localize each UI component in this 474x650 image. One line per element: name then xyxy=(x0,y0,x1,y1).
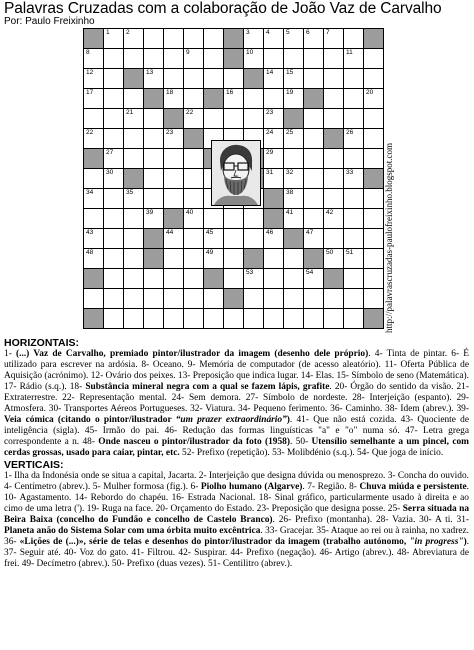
clue-number: 23 xyxy=(166,129,174,136)
grid-cell[interactable] xyxy=(243,228,264,249)
black-square xyxy=(263,188,284,209)
grid-cell[interactable] xyxy=(323,248,344,269)
grid-cell[interactable] xyxy=(103,128,124,149)
grid-cell[interactable] xyxy=(103,248,124,269)
grid-cell[interactable] xyxy=(243,268,264,289)
grid-cell[interactable] xyxy=(283,28,304,49)
black-square xyxy=(323,268,344,289)
horizontal-heading: HORIZONTAIS: xyxy=(4,337,80,349)
clue-number: 40 xyxy=(186,209,194,216)
clue-number: 21 xyxy=(126,109,134,116)
grid-cell[interactable] xyxy=(83,288,104,309)
grid-cell[interactable] xyxy=(83,208,104,229)
grid-cell[interactable] xyxy=(363,48,384,69)
grid-cell[interactable] xyxy=(183,308,204,329)
grid-cell[interactable] xyxy=(183,68,204,89)
grid-cell[interactable] xyxy=(243,308,264,329)
clue-number: 30 xyxy=(106,169,114,176)
black-square xyxy=(143,248,164,269)
grid-cell[interactable] xyxy=(303,208,324,229)
grid-cell[interactable] xyxy=(83,128,104,149)
grid-cell[interactable] xyxy=(123,108,144,129)
clue-number: 41 xyxy=(286,209,294,216)
grid-cell[interactable] xyxy=(143,288,164,309)
grid-cell[interactable] xyxy=(303,128,324,149)
grid-cell[interactable] xyxy=(83,48,104,69)
grid-cell[interactable] xyxy=(163,48,184,69)
grid-cell[interactable] xyxy=(203,108,224,129)
grid-cell[interactable] xyxy=(143,168,164,189)
grid-cell[interactable] xyxy=(123,28,144,49)
grid-cell[interactable] xyxy=(343,48,364,69)
clue-number: 42 xyxy=(326,209,334,216)
grid-cell[interactable] xyxy=(223,228,244,249)
grid-cell[interactable] xyxy=(343,88,364,109)
clue-number: 51 xyxy=(346,249,354,256)
grid-cell[interactable] xyxy=(243,88,264,109)
grid-cell[interactable] xyxy=(103,188,124,209)
grid-cell[interactable] xyxy=(143,268,164,289)
black-square xyxy=(83,28,104,49)
grid-cell[interactable] xyxy=(83,168,104,189)
clue-number: 17 xyxy=(86,89,94,96)
black-square xyxy=(223,288,244,309)
grid-cell[interactable] xyxy=(123,308,144,329)
grid-cell[interactable] xyxy=(183,148,204,169)
grid-cell[interactable] xyxy=(163,148,184,169)
grid-cell[interactable] xyxy=(343,168,364,189)
black-square xyxy=(203,268,224,289)
clue-number: 43 xyxy=(86,229,94,236)
grid-cell[interactable] xyxy=(343,248,364,269)
clue-number: 14 xyxy=(266,69,274,76)
grid-cell[interactable] xyxy=(323,308,344,329)
grid-cell[interactable] xyxy=(263,88,284,109)
black-square xyxy=(123,68,144,89)
grid-cell[interactable] xyxy=(203,248,224,269)
grid-cell[interactable] xyxy=(103,148,124,169)
grid-cell[interactable] xyxy=(103,68,124,89)
grid-cell[interactable] xyxy=(303,148,324,169)
grid-cell[interactable] xyxy=(283,288,304,309)
clue-number: 18 xyxy=(166,89,174,96)
grid-cell[interactable] xyxy=(343,308,364,329)
grid-cell[interactable] xyxy=(263,248,284,269)
grid-cell[interactable] xyxy=(163,188,184,209)
grid-cell[interactable] xyxy=(303,68,324,89)
grid-cell[interactable] xyxy=(123,88,144,109)
clue-number: 1 xyxy=(106,29,110,36)
grid-cell[interactable] xyxy=(103,288,124,309)
clue-number: 25 xyxy=(286,129,294,136)
grid-cell[interactable] xyxy=(163,28,184,49)
grid-cell[interactable] xyxy=(323,108,344,129)
grid-cell[interactable] xyxy=(183,108,204,129)
black-square xyxy=(123,168,144,189)
grid-cell[interactable] xyxy=(283,48,304,69)
black-square xyxy=(223,48,244,69)
grid-cell[interactable] xyxy=(143,208,164,229)
black-square xyxy=(223,28,244,49)
black-square xyxy=(143,88,164,109)
clue-number: 3 xyxy=(246,29,250,36)
grid-cell[interactable] xyxy=(283,308,304,329)
clue-number: 9 xyxy=(186,49,190,56)
grid-cell[interactable] xyxy=(223,208,244,229)
grid-cell[interactable] xyxy=(203,48,224,69)
grid-cell[interactable] xyxy=(323,88,344,109)
grid-cell[interactable] xyxy=(103,228,124,249)
clue-number: 35 xyxy=(126,189,134,196)
clue-number: 53 xyxy=(246,269,254,276)
clue-number: 16 xyxy=(226,89,234,96)
grid-cell[interactable] xyxy=(223,248,244,269)
grid-cell[interactable] xyxy=(283,268,304,289)
grid-cell[interactable] xyxy=(183,188,204,209)
grid-cell[interactable] xyxy=(283,188,304,209)
blog-url-vertical: http://palavrascruzadas-paulofreixinho.blogspot.com xyxy=(384,143,394,333)
grid-cell[interactable] xyxy=(183,208,204,229)
grid-cell[interactable] xyxy=(263,228,284,249)
grid-cell[interactable] xyxy=(343,128,364,149)
clue-number: 38 xyxy=(286,189,294,196)
clue-number: 46 xyxy=(266,229,274,236)
grid-cell[interactable] xyxy=(143,68,164,89)
grid-cell[interactable] xyxy=(103,308,124,329)
clue-number: 44 xyxy=(166,229,174,236)
grid-cell[interactable] xyxy=(303,228,324,249)
grid-cell[interactable] xyxy=(123,128,144,149)
clue-number: 10 xyxy=(246,49,254,56)
grid-cell[interactable] xyxy=(183,168,204,189)
grid-cell[interactable] xyxy=(163,228,184,249)
grid-cell[interactable] xyxy=(143,128,164,149)
black-square xyxy=(143,228,164,249)
grid-cell[interactable] xyxy=(183,288,204,309)
clue-number: 49 xyxy=(206,249,214,256)
grid-cell[interactable] xyxy=(143,28,164,49)
grid-cell[interactable] xyxy=(243,108,264,129)
black-square xyxy=(163,208,184,229)
grid-cell[interactable] xyxy=(303,108,324,129)
grid-cell[interactable] xyxy=(223,108,244,129)
grid-cell[interactable] xyxy=(203,288,224,309)
black-square xyxy=(243,68,264,89)
vertical-heading: VERTICAIS: xyxy=(4,459,64,471)
grid-cell[interactable] xyxy=(223,308,244,329)
grid-cell[interactable] xyxy=(243,288,264,309)
clue-number: 50 xyxy=(326,249,334,256)
grid-cell[interactable] xyxy=(343,28,364,49)
grid-cell[interactable] xyxy=(123,288,144,309)
black-square xyxy=(83,148,104,169)
grid-cell[interactable] xyxy=(103,208,124,229)
grid-cell[interactable] xyxy=(183,88,204,109)
clue-number: 15 xyxy=(286,69,294,76)
clue-number: 32 xyxy=(286,169,294,176)
grid-cell[interactable] xyxy=(103,168,124,189)
grid-cell[interactable] xyxy=(263,48,284,69)
grid-cell[interactable] xyxy=(143,48,164,69)
grid-cell[interactable] xyxy=(103,48,124,69)
grid-cell[interactable] xyxy=(163,288,184,309)
clue-number: 39 xyxy=(146,209,154,216)
grid-cell[interactable] xyxy=(323,48,344,69)
grid-cell[interactable] xyxy=(123,268,144,289)
grid-cell[interactable] xyxy=(263,288,284,309)
clue-number: 12 xyxy=(86,69,94,76)
grid-cell[interactable] xyxy=(223,68,244,89)
clue-number: 26 xyxy=(346,129,354,136)
grid-cell[interactable] xyxy=(283,168,304,189)
grid-cell[interactable] xyxy=(143,188,164,209)
grid-cell[interactable] xyxy=(163,68,184,89)
grid-cell[interactable] xyxy=(263,28,284,49)
grid-cell[interactable] xyxy=(323,68,344,89)
grid-cell[interactable] xyxy=(143,308,164,329)
vertical-clues: 1- Ilha da Indonésia onde se situa a capital, Jacarta. 2- Interjeição que designa dúvida ou menosprezo. 3- Concha do ouvido. 4- Centímetro (abrev.). 5- Mulher formosa (fig.). 6- Piolho humano (Algarve). 7- Região. 8- Chuva miúda e persistente. 10- Agastamento. 14- Rebordo do chapéu. 16- Estrada Nacional. 18- Sinal gráfico, particularmente usado à direita e ao cimo de uma letra ('). 19- Ruga na face. 20- Orçamento do Estado. 23- Preposição que designa posse. 25- Serra situada na Beira Baixa (concelho do Fundão e concelho de Castelo Branco). 26- Prefixo (montanha). 28- Vazia. 30- A ti. 31- Planeta anão do Sistema Solar com uma órbita muito excêntrica. 33- Gracejar. 35- Ataque ao rei ou à rainha, no xadrez. 36- «Lições de (...)», série de telas e desenhos do pintor/ilustrador da imagem (trabalho autónomo, "in progress"). 37- Seguir até. 40- Voz do gato. 41- Filtrou. 42- Suspirar. 44- Prefixo (negação). 46- Artigo (abrev.). 48- Abreviatura de frei. 49- Decímetro (abrev.). 50- Prefixo (duas vezes). 51- Centilitro (abrev.). xyxy=(4,471,470,569)
black-square xyxy=(83,308,104,329)
grid-cell[interactable] xyxy=(323,28,344,49)
black-square xyxy=(203,88,224,109)
grid-cell[interactable] xyxy=(263,108,284,129)
black-square xyxy=(163,108,184,129)
grid-cell[interactable] xyxy=(123,208,144,229)
grid-cell[interactable] xyxy=(263,308,284,329)
author-credit: Por: Paulo Freixinho xyxy=(4,16,95,27)
grid-cell[interactable] xyxy=(303,168,324,189)
grid-cell[interactable] xyxy=(143,108,164,129)
grid-cell[interactable] xyxy=(163,248,184,269)
clue-number: 5 xyxy=(286,29,290,36)
grid-cell[interactable] xyxy=(343,228,364,249)
grid-cell[interactable] xyxy=(183,28,204,49)
grid-cell[interactable] xyxy=(303,28,324,49)
grid-cell[interactable] xyxy=(283,148,304,169)
grid-cell[interactable] xyxy=(123,248,144,269)
grid-cell[interactable] xyxy=(283,128,304,149)
grid-cell[interactable] xyxy=(163,168,184,189)
black-square xyxy=(83,268,104,289)
clue-number: 13 xyxy=(146,69,154,76)
grid-cell[interactable] xyxy=(343,288,364,309)
grid-cell[interactable] xyxy=(343,188,364,209)
grid-cell[interactable] xyxy=(303,268,324,289)
grid-cell[interactable] xyxy=(323,288,344,309)
grid-cell[interactable] xyxy=(203,308,224,329)
grid-cell[interactable] xyxy=(223,88,244,109)
grid-cell[interactable] xyxy=(323,228,344,249)
clue-number: 48 xyxy=(86,249,94,256)
clue-number: 11 xyxy=(346,49,353,56)
clue-number: 27 xyxy=(106,149,114,156)
grid-cell[interactable] xyxy=(303,48,324,69)
clue-number: 22 xyxy=(86,129,94,136)
grid-cell[interactable] xyxy=(283,68,304,89)
grid-cell[interactable] xyxy=(263,128,284,149)
grid-cell[interactable] xyxy=(163,308,184,329)
grid-cell[interactable] xyxy=(123,148,144,169)
black-square xyxy=(183,128,204,149)
grid-cell[interactable] xyxy=(263,268,284,289)
grid-cell[interactable] xyxy=(183,228,204,249)
grid-cell[interactable] xyxy=(283,248,304,269)
grid-cell[interactable] xyxy=(263,148,284,169)
grid-cell[interactable] xyxy=(243,48,264,69)
grid-cell[interactable] xyxy=(243,28,264,49)
grid-cell[interactable] xyxy=(143,148,164,169)
grid-cell[interactable] xyxy=(123,228,144,249)
clue-number: 22 xyxy=(186,109,194,116)
portrait-sketch xyxy=(211,140,261,206)
grid-cell[interactable] xyxy=(323,208,344,229)
black-square xyxy=(263,208,284,229)
page-title: Palavras Cruzadas com a colaboração de João Vaz de Carvalho xyxy=(4,0,442,17)
grid-cell[interactable] xyxy=(103,88,124,109)
black-square xyxy=(363,28,384,49)
clue-number: 31 xyxy=(266,169,274,176)
grid-cell[interactable] xyxy=(83,188,104,209)
grid-cell[interactable] xyxy=(203,28,224,49)
clue-number: 2 xyxy=(126,29,130,36)
grid-cell[interactable] xyxy=(343,268,364,289)
clue-number: 24 xyxy=(266,129,274,136)
portrait-drawing xyxy=(212,141,260,205)
grid-cell[interactable] xyxy=(83,228,104,249)
black-square xyxy=(283,228,304,249)
grid-cell[interactable] xyxy=(283,88,304,109)
horizontal-clues: 1- (...) Vaz de Carvalho, premiado pintor/ilustrador da imagem (desenho dele próprio). 4- Tinta de pintar. 6- É utilizado para escrever na ardósia. 8- Oceano. 9- Memória de computador (de acesso aleatório). 11- Oferta Pública de Aquisição (acrónimo). 12- Ovário dos peixes. 13- Preposição que indica lugar. 14- Elas. 15- Símbolo de seno (Matemática). 17- Rádio (s.q.). 18- Substância mineral negra com a qual se fazem lápis, grafite. 20- Órgão do sentido da visão. 21- Extraterrestre. 22- Representação mental. 24- Sem demora. 27- Símbolo de nordeste. 28- Interjeição (espanto). 29- Atmosfera. 30- Transportes Aéreos Portugueses. 32- Viatura. 34- Pequeno ferimento. 36- Caminho. 38- Idem (abrev.). 39- Veia cómica (citando o pintor/ilustrador “um prazer extraordinário”). 41- Que não está cozida. 43- Quociente de inteligência (sigla). 45- Irmão do pai. 46- Redução das formas linguísticas "a" e "o" numa só. 47- Letra grega correspondente a n. 48- Onde nasceu o pintor/ilustrador da foto (1958). 50- Utensílio semelhante a um pincel, com cerdas grossas, usado para caiar, pintar, etc. 52- Prefixo (repetição). 53- Molibdénio (s.q.). 54- Que joga de início. xyxy=(4,349,470,458)
clue-number: 6 xyxy=(306,29,310,36)
clue-number: 20 xyxy=(366,89,374,96)
black-square xyxy=(283,108,304,129)
grid-cell[interactable] xyxy=(123,188,144,209)
black-square xyxy=(323,128,344,149)
grid-cell[interactable] xyxy=(203,68,224,89)
grid-cell[interactable] xyxy=(203,228,224,249)
grid-cell[interactable] xyxy=(323,148,344,169)
grid-cell[interactable] xyxy=(163,88,184,109)
clue-number: 33 xyxy=(346,169,354,176)
grid-cell[interactable] xyxy=(103,268,124,289)
grid-cell[interactable] xyxy=(183,48,204,69)
clue-number: 34 xyxy=(86,189,94,196)
grid-cell[interactable] xyxy=(343,208,364,229)
grid-cell[interactable] xyxy=(183,248,204,269)
grid-cell[interactable] xyxy=(103,28,124,49)
clue-number: 7 xyxy=(326,29,330,36)
grid-cell[interactable] xyxy=(83,68,104,89)
grid-cell[interactable] xyxy=(83,248,104,269)
grid-cell[interactable] xyxy=(343,68,364,89)
clue-number: 8 xyxy=(86,49,90,56)
black-square xyxy=(243,248,264,269)
grid-cell[interactable] xyxy=(163,268,184,289)
clue-number: 4 xyxy=(266,29,270,36)
clue-number: 47 xyxy=(306,229,314,236)
grid-cell[interactable] xyxy=(83,88,104,109)
grid-cell[interactable] xyxy=(263,68,284,89)
clue-number: 45 xyxy=(206,229,214,236)
clues-section xyxy=(4,337,469,570)
grid-cell[interactable] xyxy=(203,208,224,229)
grid-cell[interactable] xyxy=(83,108,104,129)
grid-cell[interactable] xyxy=(283,208,304,229)
grid-cell[interactable] xyxy=(303,188,324,209)
grid-cell[interactable] xyxy=(303,308,324,329)
grid-cell[interactable] xyxy=(183,268,204,289)
grid-cell[interactable] xyxy=(123,48,144,69)
clue-number: 19 xyxy=(286,89,294,96)
grid-cell[interactable] xyxy=(163,128,184,149)
black-square xyxy=(303,88,324,109)
clue-number: 29 xyxy=(266,149,274,156)
grid-cell[interactable] xyxy=(343,148,364,169)
grid-cell[interactable] xyxy=(323,188,344,209)
grid-cell[interactable] xyxy=(343,108,364,129)
grid-cell[interactable] xyxy=(323,168,344,189)
clue-number: 54 xyxy=(306,269,314,276)
grid-cell[interactable] xyxy=(103,108,124,129)
grid-cell[interactable] xyxy=(303,288,324,309)
clue-number: 23 xyxy=(266,109,274,116)
grid-cell[interactable] xyxy=(223,268,244,289)
black-square xyxy=(303,248,324,269)
grid-cell[interactable] xyxy=(243,208,264,229)
grid-cell[interactable] xyxy=(263,168,284,189)
